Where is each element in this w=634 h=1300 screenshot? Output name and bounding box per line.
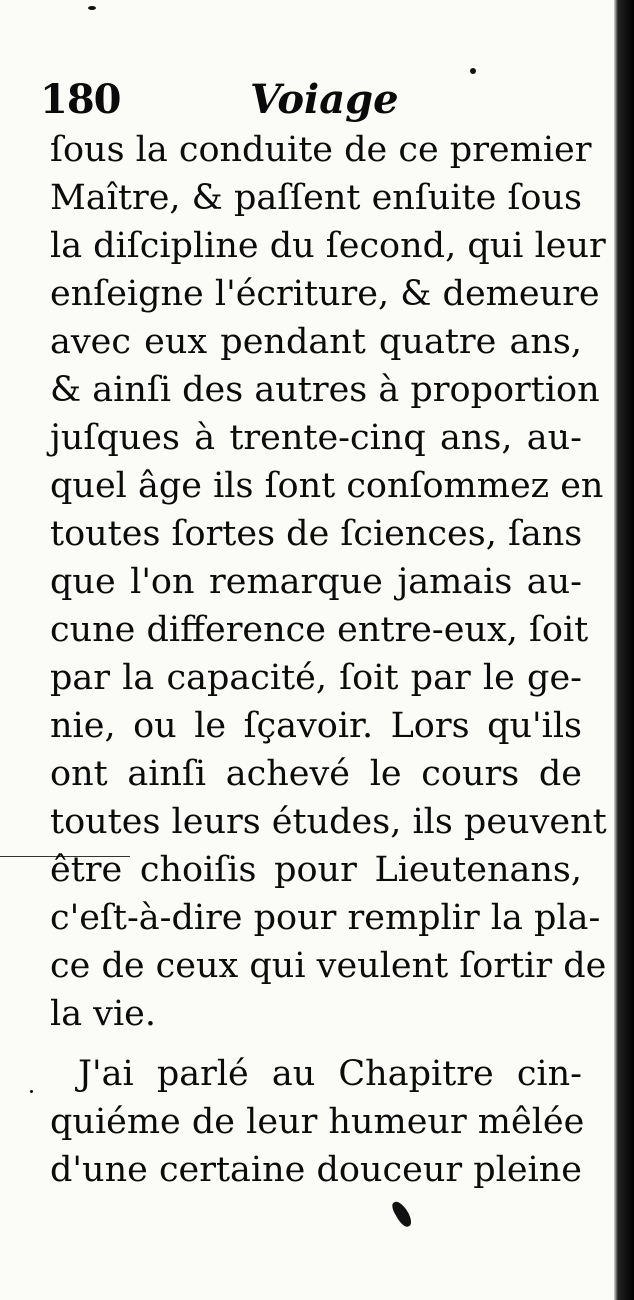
text-line: toutes ſortes de ſciences, ſans [50,514,583,554]
text-line: quel âge ils ſont conſommez en [50,466,604,506]
text-line: Maître, & paſſent enſuite ſous [50,178,582,218]
text-line: juſques à trente-cinq ans, au- [50,418,582,458]
text-line: être choiſis pour Lieutenans, [50,850,582,890]
text-line: quiéme de leur humeur mêlée [50,1102,585,1142]
text-line: ce de ceux qui veulent ſortir de [50,946,607,986]
text-line: ont ainſi achevé le cours de [50,754,582,794]
text-line: que l'on remarque jamais au- [50,562,582,602]
text-line: la diſcipline du ſecond, qui leur [50,226,606,266]
binding-edge [614,0,634,1300]
ink-smudge [390,1199,414,1229]
text-line: d'une certaine douceur pleine [50,1150,582,1190]
ink-speck [470,68,476,74]
ink-speck [88,6,96,10]
ink-speck [30,1090,33,1093]
text-line: ſous la conduite de ce premier [50,130,592,170]
page-header [40,76,600,126]
text-line: par la capacité, ſoit par le ge- [50,658,582,698]
text-line: toutes leurs études, ils peuvent [50,802,607,842]
text-line: cune difference entre-eux, ſoit [50,610,589,650]
text-line: J'ai parlé au Chapitre cin- [78,1054,582,1094]
body-text [50,126,607,1194]
paragraph-gap [50,1038,582,1050]
running-head: Voiage [250,76,399,123]
text-line: & ainſi des autres à proportion [50,370,600,410]
page-number: 180 [40,76,121,123]
text-line: nie, ou le ſçavoir. Lors qu'ils [50,706,582,746]
text-line: la vie. [50,994,156,1034]
text-line: avec eux pendant quatre ans, [50,322,582,362]
text-line: c'eſt-à-dire pour remplir la pla- [50,898,601,938]
text-line: enſeigne l'écriture, & demeure [50,274,600,314]
